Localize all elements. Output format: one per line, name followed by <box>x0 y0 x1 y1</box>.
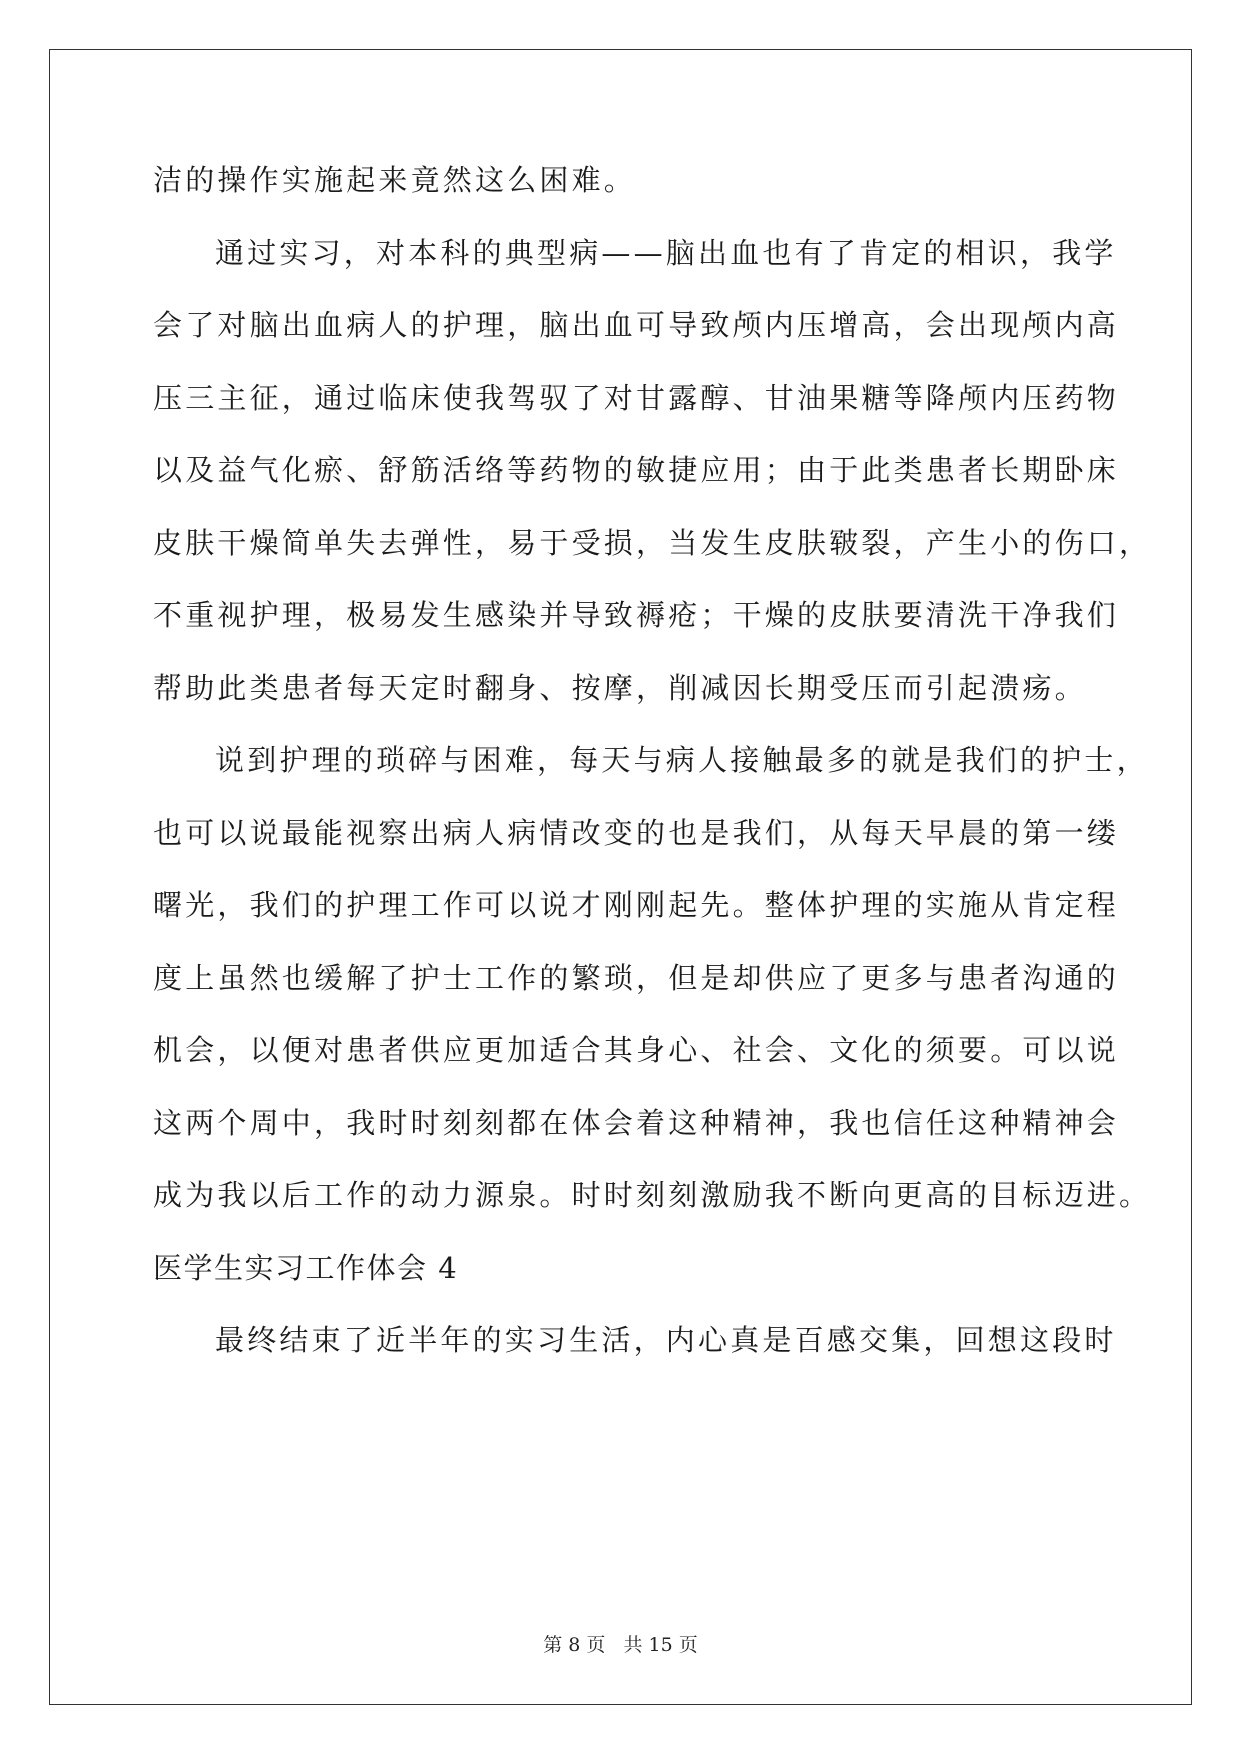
paragraph-line: 洁的操作实施起来竟然这么困难。 <box>153 163 637 197</box>
paragraph-line: 不重视护理，极易发生感染并导致褥疮；干燥的皮肤要清洗干净我们 <box>153 598 1120 632</box>
page-footer <box>0 1633 1241 1657</box>
paragraph-line: 说到护理的琐碎与困难，每天与病人接触最多的就是我们的护士， <box>215 743 1149 777</box>
paragraph-line: 通过实习，对本科的典型病——脑出血也有了肯定的相识，我学 <box>215 236 1117 270</box>
page-total: 共 15 页 <box>623 1634 698 1656</box>
paragraph-line: 成为我以后工作的动力源泉。时时刻刻激励我不断向更高的目标迈进。 <box>153 1178 1152 1212</box>
section-heading: 医学生实习工作体会 4 <box>153 1251 459 1285</box>
paragraph-line: 度上虽然也缓解了护士工作的繁琐，但是却供应了更多与患者沟通的 <box>153 961 1120 995</box>
page-border <box>49 49 1192 1705</box>
paragraph-line: 机会，以便对患者供应更加适合其身心、社会、文化的须要。可以说 <box>153 1033 1120 1067</box>
paragraph-line: 最终结束了近半年的实习生活，内心真是百感交集，回想这段时 <box>215 1323 1117 1357</box>
paragraph-line: 会了对脑出血病人的护理，脑出血可导致颅内压增高，会出现颅内高 <box>153 308 1120 342</box>
paragraph-line: 曙光，我们的护理工作可以说才刚刚起先。整体护理的实施从肯定程 <box>153 888 1120 922</box>
page-number: 第 8 页 <box>543 1634 606 1656</box>
paragraph-line: 也可以说最能视察出病人病情改变的也是我们，从每天早晨的第一缕 <box>153 816 1120 850</box>
paragraph-line: 帮助此类患者每天定时翻身、按摩，削减因长期受压而引起溃疡。 <box>153 671 1087 705</box>
paragraph-line: 压三主征，通过临床使我驾驭了对甘露醇、甘油果糖等降颅内压药物 <box>153 381 1120 415</box>
paragraph-line: 这两个周中，我时时刻刻都在体会着这种精神，我也信任这种精神会 <box>153 1106 1120 1140</box>
paragraph-line: 皮肤干燥简单失去弹性，易于受损，当发生皮肤皲裂，产生小的伤口， <box>153 526 1152 560</box>
paragraph-line: 以及益气化瘀、舒筋活络等药物的敏捷应用；由于此类患者长期卧床 <box>153 453 1120 487</box>
